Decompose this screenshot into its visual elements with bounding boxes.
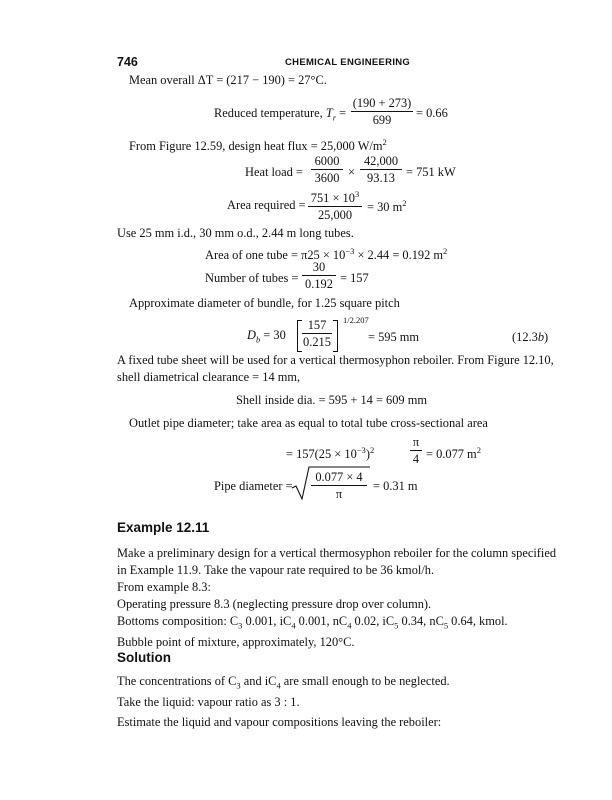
- running-title: CHEMICAL ENGINEERING: [285, 57, 411, 68]
- db-label: $D_b = 30$: [247, 328, 286, 345]
- outlet-pipe-line: Outlet pipe diameter; take area as equal to total tube cross-sectional area: [129, 416, 488, 430]
- heat-load-fraction-2: 42,000 93.13: [360, 154, 402, 185]
- reduced-temperature-label: Reduced temperature, $T_r$ =: [214, 106, 347, 123]
- page-number: 746: [117, 55, 138, 69]
- db-exponent: 1/2.207: [343, 315, 369, 325]
- mean-dt-line: Mean overall ΔT = (217 − 190) = 27°C.: [129, 73, 327, 87]
- pipe-diameter-result: = 0.31 m: [373, 479, 418, 493]
- heat-load-result: = 751 kW: [406, 165, 456, 179]
- pipe-area-expression: = $157(25 \times 10^{-3})^2$: [286, 445, 375, 462]
- solution-heading: Solution: [117, 650, 171, 665]
- area-required-result: = 30 $m^2$: [367, 198, 407, 215]
- heat-load-fraction-1: 6000 3600: [311, 154, 343, 185]
- pipe-area-result: = 0.077 $m^2$: [426, 445, 481, 462]
- db-result: = 595 mm: [368, 330, 420, 344]
- heat-load-times: ×: [348, 165, 355, 179]
- reduced-temperature-fraction: (190 + 273) 699: [352, 96, 412, 127]
- right-bracket: [333, 320, 338, 352]
- shell-inside-diameter-line: Shell inside dia. = 595 + 14 = 609 mm: [236, 393, 427, 407]
- number-of-tubes-fraction: 30 0.192: [302, 260, 336, 291]
- reduced-temperature-result: = 0.66: [416, 106, 448, 120]
- heat-load-label: Heat load =: [245, 165, 303, 179]
- example-paragraph: Make a preliminary design for a vertical thermosyphon reboiler for the column specified in Example 11.9. Take the vapour rate required to be 36 kmol/h. From example 8.3: Operating pressure 8.3 (neglecting pressure drop over column). Bottoms composition: $C_3$ 0.001, $iC_4$ 0.001, $nC_4$ 0.02, $iC_5$ 0.34, $nC_5$ 0.64, kmol. Bubble point of mixture, approximately, 120°C.: [117, 546, 557, 650]
- area-one-tube-line: Area of one tube = $\pi 25 \times 10^{-3} \times 2.44 = 0.192$ $m^2$: [205, 246, 448, 263]
- pipe-area-fraction: π 4: [410, 435, 422, 466]
- number-of-tubes-result: = 157: [340, 271, 369, 285]
- number-of-tubes-label: Number of tubes =: [205, 271, 299, 285]
- solution-estimate-line: Estimate the liquid and vapour compositions leaving the reboiler:: [117, 715, 442, 729]
- approx-bundle-diameter-line: Approximate diameter of bundle, for 1.25 square pitch: [129, 296, 400, 310]
- area-required-fraction: $751 \times 10^3$ 25,000: [308, 187, 362, 222]
- pipe-diameter-fraction: 0.077 × 4 π: [311, 470, 367, 501]
- equation-reference: (12.3b): [512, 330, 549, 344]
- solution-paragraph: The concentrations of $C_3$ and $iC_4$ are small enough to be neglected. Take the liquid: vapour ratio as 3 : 1.: [117, 674, 450, 710]
- db-fraction: 157 0.215: [303, 318, 331, 349]
- pipe-diameter-label: Pipe diameter =: [214, 479, 293, 493]
- example-heading: Example 12.11: [117, 520, 210, 535]
- area-required-label: Area required =: [227, 198, 306, 212]
- design-heat-flux-line: From Figure 12.59, design heat flux = 25,000 $W/m^2$: [129, 137, 387, 154]
- fixed-tube-sheet-paragraph: A fixed tube sheet will be used for a vertical thermosyphon reboiler. From Figure 12.10, shell diametrical clearance = 14 mm,: [117, 353, 554, 384]
- tube-spec-line: Use 25 mm i.d., 30 mm o.d., 2.44 m long tubes.: [117, 226, 354, 240]
